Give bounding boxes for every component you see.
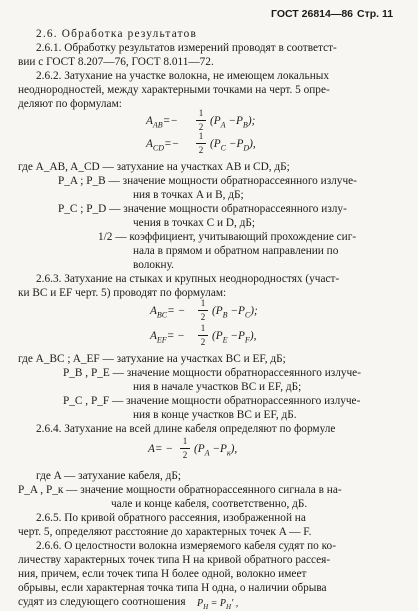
eq5-denominator: 2 (182, 450, 188, 460)
eq1-numerator: 1 (198, 108, 204, 118)
defs2-line-1: где A_BC ; A_EF — затухание на участках BC и EF, дБ; (18, 353, 286, 365)
eq3-fraction-bar (198, 310, 208, 311)
section-title: 2.6. Обработка результатов (36, 28, 197, 40)
defs2-line-5: ния в конце участков BC и EF, дБ. (133, 409, 297, 421)
defs2-line-4: P_C , P_F — значение мощности обратнорассеянного излуче- (63, 395, 361, 407)
equation-aef: $A_{EF}=$ − (150, 330, 185, 345)
p266-line-1: 2.6.6. О целостности волокна измеряемого кабеля судят по ко- (36, 540, 336, 552)
eq4-fraction-bar (198, 335, 208, 336)
p266-line-3: ния, причем, если точек типа H более одной, волокно имеет (18, 568, 307, 580)
equation-aef-rhs: $(P_E -P_F)$, (212, 330, 257, 345)
eq2-denominator: 2 (198, 145, 204, 155)
page-number: Стр. 11 (357, 8, 394, 20)
p266-line-5: судят из следующего соотношения (18, 596, 186, 608)
equation-abc: $A_{BC}=$ − (150, 305, 186, 320)
defs1-line-1: где A_AB, A_CD — затухание на участках AB и CD, дБ; (18, 161, 290, 173)
defs1-line-8: волокну. (133, 259, 174, 271)
eq1-fraction-bar (196, 120, 206, 121)
eq5-fraction-bar (180, 448, 190, 449)
p265-line-1: 2.6.5. По кривой обратного рассеяния, изображенной на (36, 512, 306, 524)
p265-line-2: черт. 5, определяют расстояние до характерных точек A — F. (18, 526, 312, 538)
p263-line-1: 2.6.3. Затухание на стыках и крупных неоднородностях (участ- (36, 273, 340, 285)
defs1-line-2: P_A ; P_B — значение мощности обратнорассеянного излуче- (58, 175, 357, 187)
eq4-denominator: 2 (200, 337, 206, 347)
equation-acd: $A_{CD}=-$ (146, 138, 180, 153)
equation-acd-rhs: $(P_C -P_D)$, (210, 138, 256, 153)
eq3-numerator: 1 (200, 298, 206, 308)
eq3-denominator: 2 (200, 312, 206, 322)
defs1-line-6: 1/2 — коэффициент, учитывающий прохождение сиг- (98, 231, 357, 243)
p262-line-2: неоднородностей, между характерными точками на черт. 5 опре- (18, 84, 330, 96)
defs3-line-1: где A — затухание кабеля, дБ; (36, 470, 181, 482)
p262-line-1: 2.6.2. Затухание на участке волокна, не имеющем локальных (36, 70, 329, 82)
p262-line-3: деляют по формулам: (18, 98, 122, 110)
defs3-line-3: чале и конце кабеля, соответственно, дБ. (111, 498, 308, 510)
defs2-line-3: ния в начале участков BC и EF, дБ; (133, 381, 302, 393)
p261-line-1: 2.6.1. Обработку результатов измерений проводят в соответст- (36, 42, 337, 54)
defs1-line-7: нала в прямом и обратном направлении по (133, 245, 339, 257)
p263-line-2: ки BC и EF черт. 5) проводят по формулам: (18, 287, 227, 299)
eq2-fraction-bar (196, 143, 206, 144)
equation-total-rhs: $(P_A -P_к)$, (194, 443, 238, 458)
equation-aab-rhs: $(P_A -P_B)$; (210, 115, 256, 130)
defs1-line-4: P_C ; P_D — значение мощности обратнорассеянного излу- (58, 203, 347, 215)
eq2-numerator: 1 (198, 131, 204, 141)
p261-line-2: вии с ГОСТ 8.207—76, ГОСТ 8.011—72. (18, 56, 214, 68)
defs1-line-3: ния в точках A и B, дБ; (133, 189, 244, 201)
equation-total: A= − (148, 443, 173, 455)
eq5-numerator: 1 (182, 436, 188, 446)
p266-line-2: личеству характерных точек типа H на кривой обратного рассея- (18, 554, 331, 566)
equation-abc-rhs: $(P_B -P_C)$; (212, 305, 258, 320)
equation-ph: $P_H = P_H'$ , (197, 598, 239, 611)
p264-line-1: 2.6.4. Затухание на всей длине кабеля определяют по формуле (36, 423, 336, 435)
defs3-line-2: P_A , P_к — значение мощности обратнорассеянного сигнала в на- (18, 484, 342, 496)
p266-line-4: обрывы, если характерная точка типа H одна, о наличии обрыва (18, 582, 327, 594)
defs2-line-2: P_B , P_E — значение мощности обратнорассеянного излуче- (63, 367, 361, 379)
equation-aab: $A_{AB}=-$ (146, 115, 178, 130)
gost-number: ГОСТ 26814—86 (271, 8, 354, 20)
eq4-numerator: 1 (200, 323, 206, 333)
defs1-line-5: чения в точках C и D, дБ; (133, 217, 256, 229)
eq1-denominator: 2 (198, 122, 204, 132)
